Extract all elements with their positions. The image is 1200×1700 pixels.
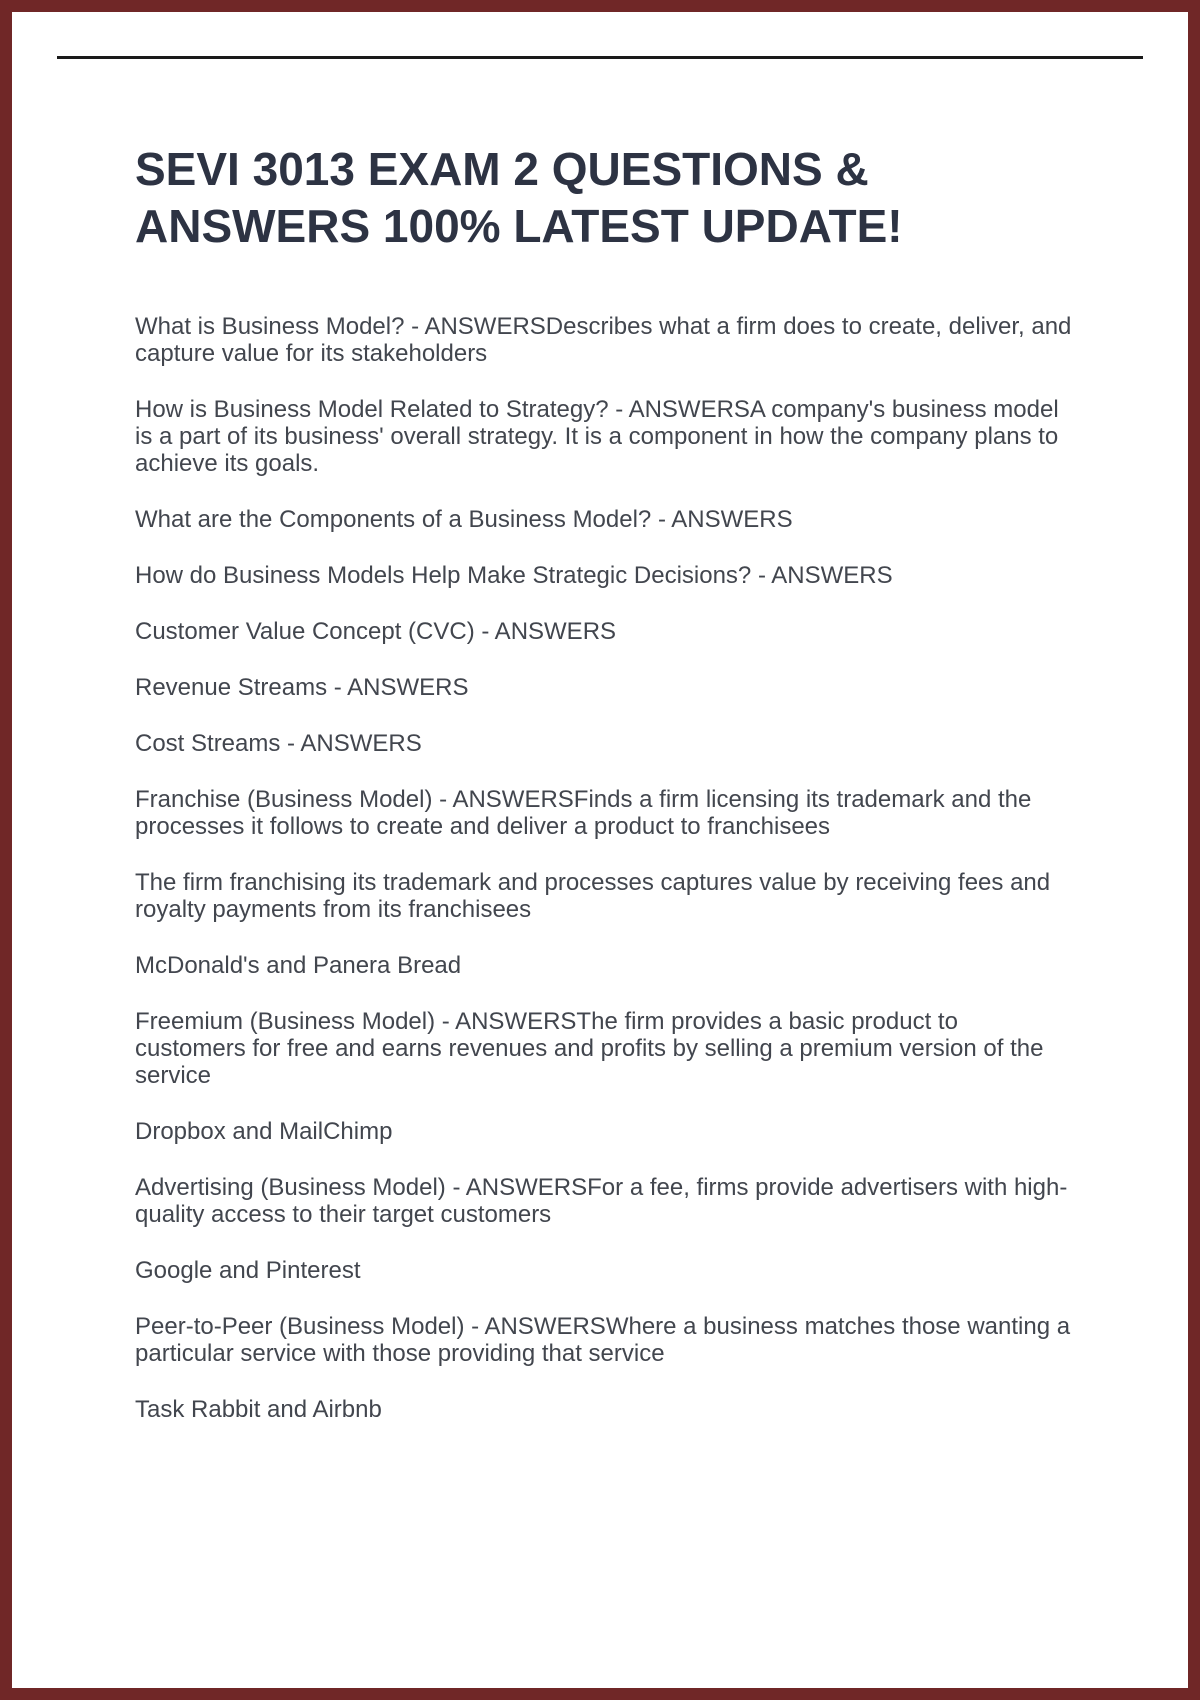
paragraph: Freemium (Business Model) - ANSWERSThe firm provides a basic product to customers for free and earns revenues and profits by selling a premium version of the service xyxy=(135,1008,1044,1089)
paragraph: Cost Streams - ANSWERS xyxy=(135,730,422,757)
paragraph: Task Rabbit and Airbnb xyxy=(135,1396,382,1423)
paragraph: Advertising (Business Model) - ANSWERSFor a fee, firms provide advertisers with high-quality access to their target customers xyxy=(135,1174,1068,1228)
paragraph: McDonald's and Panera Bread xyxy=(135,952,462,979)
paragraph: Google and Pinterest xyxy=(135,1257,361,1284)
paragraph: Peer-to-Peer (Business Model) - ANSWERSWhere a business matches those wanting a particular service with those providing that service xyxy=(135,1313,1071,1367)
paragraph: How is Business Model Related to Strategy? - ANSWERSA company's business model is a part of its business' overall strategy. It is a component in how the company plans to achieve its goals. xyxy=(135,396,1059,477)
page-title: SEVI 3013 EXAM 2 QUESTIONS & ANSWERS 100% LATEST UPDATE! xyxy=(135,143,903,252)
paragraph: Franchise (Business Model) - ANSWERSFinds a firm licensing its trademark and the processes it follows to create and deliver a product to franchisees xyxy=(135,786,1032,840)
paragraph: Dropbox and MailChimp xyxy=(135,1118,393,1145)
bottom-horizontal-rule xyxy=(57,1694,1143,1697)
paragraph: The firm franchising its trademark and processes captures value by receiving fees and royalty payments from its franchisees xyxy=(135,869,1051,923)
paragraph: Customer Value Concept (CVC) - ANSWERS xyxy=(135,618,617,645)
paragraph: What are the Components of a Business Model? - ANSWERS xyxy=(135,506,793,533)
paragraph: Revenue Streams - ANSWERS xyxy=(135,674,469,701)
document-body xyxy=(135,141,1073,1452)
paragraph: How do Business Models Help Make Strategic Decisions? - ANSWERS xyxy=(135,562,893,589)
paragraph: What is Business Model? - ANSWERSDescribes what a firm does to create, deliver, and capture value for its stakeholders xyxy=(135,313,1072,367)
paragraph-list xyxy=(135,313,1073,1423)
top-horizontal-rule xyxy=(57,56,1143,59)
